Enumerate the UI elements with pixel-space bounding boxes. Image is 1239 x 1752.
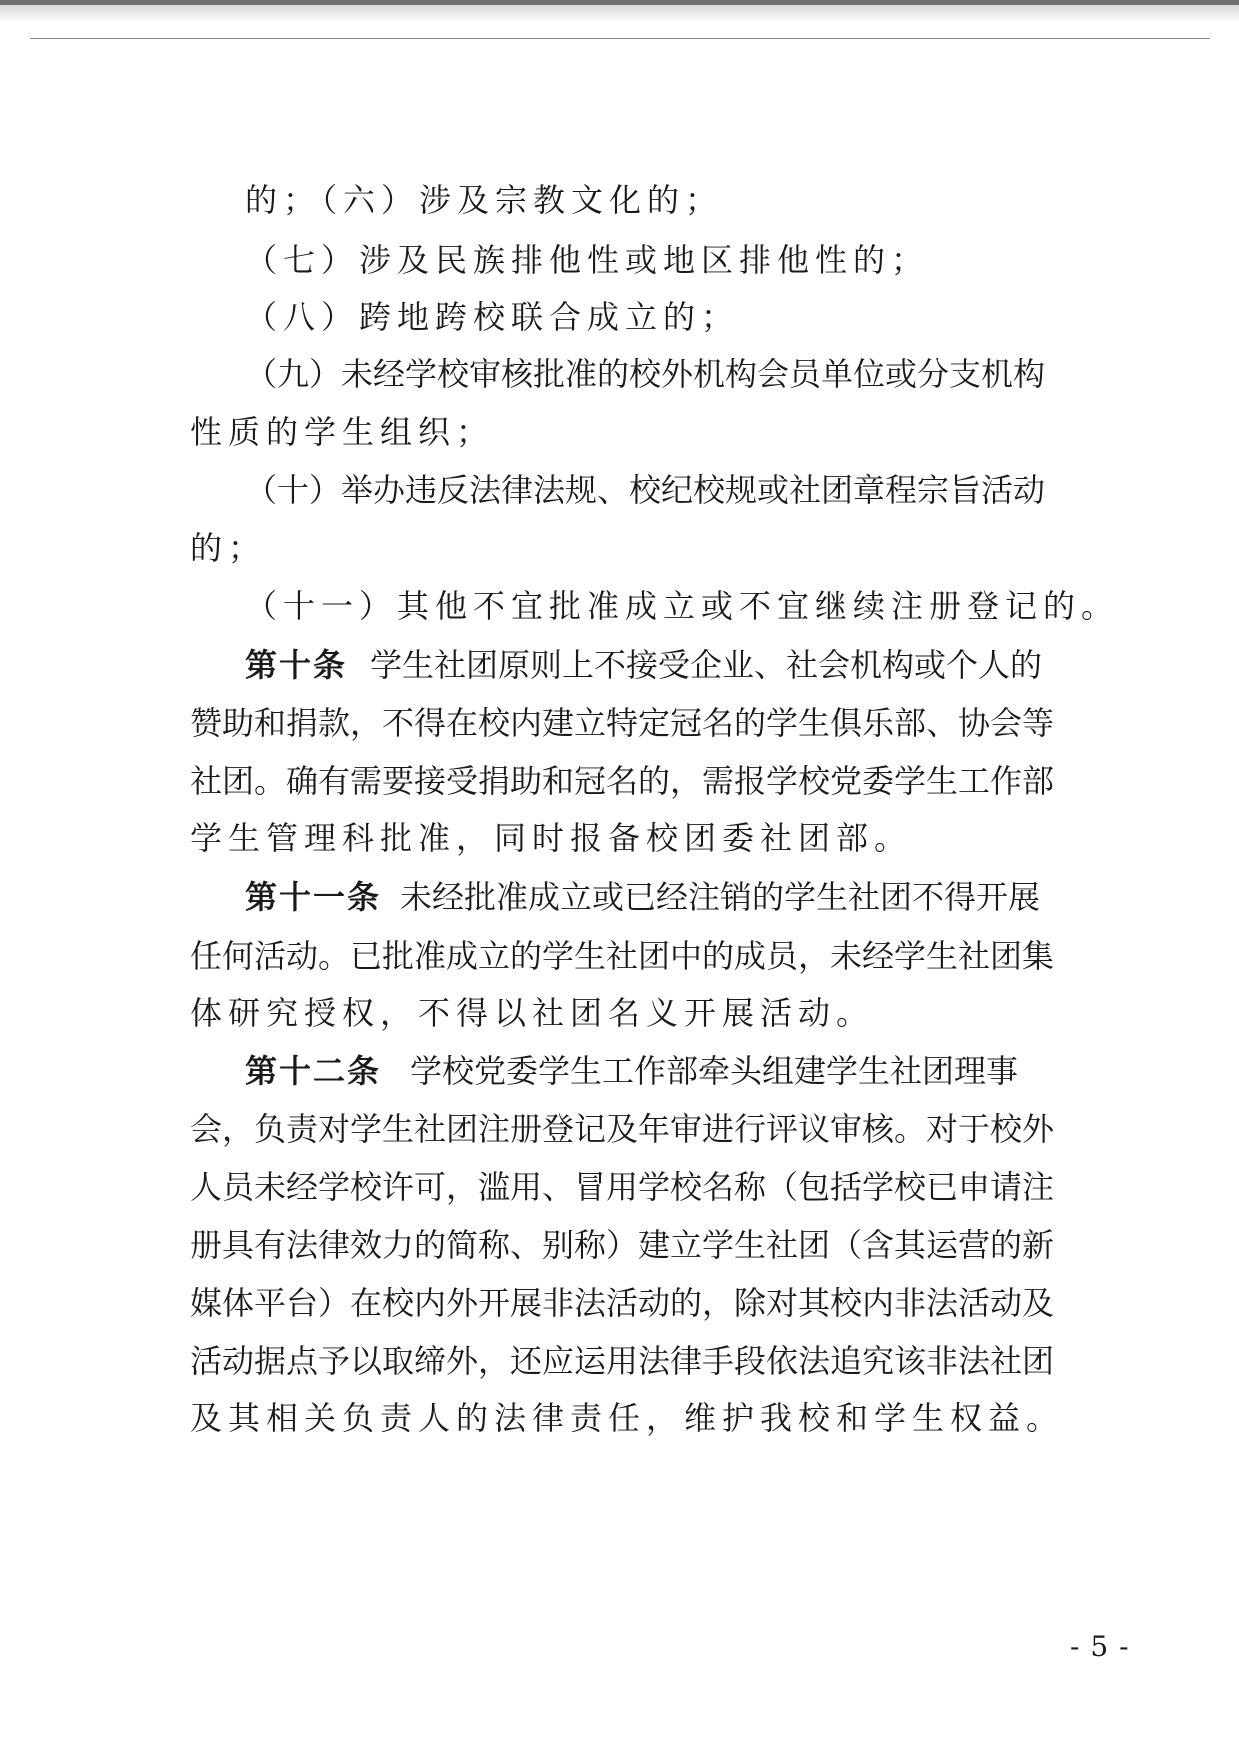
article-heading: 第十二条 — [245, 1052, 382, 1090]
text-line: 赞助和捐款，不得在校内建立特定冠名的学生俱乐部、协会等 — [190, 704, 1055, 742]
text-line: 的；（六）涉及宗教文化的； — [245, 181, 724, 219]
text-line: 及其相关负责人的法律责任，维护我校和学生权益。 — [190, 1399, 1065, 1437]
text-line: 活动据点予以取缔外，还应运用法律手段依法追究该非法社团 — [190, 1342, 1055, 1380]
text-line: （七）涉及民族排他性或地区排他性的； — [245, 241, 930, 279]
text-line: 媒体平台）在校内外开展非法活动的，除对其校内非法活动及 — [190, 1284, 1055, 1322]
text-line: 人员未经学校许可，滥用、冒用学校名称（包括学校已申请注 — [190, 1168, 1055, 1206]
text-line: （九）未经学校审核批准的校外机构会员单位或分支机构 — [245, 355, 1046, 393]
text-line: 社团。确有需要接受捐助和冠名的，需报学校党委学生工作部 — [190, 762, 1055, 800]
text-line: 学生社团原则上不接受企业、社会机构或个人的 — [370, 646, 1043, 684]
text-line: 未经批准成立或已经注销的学生社团不得开展 — [400, 878, 1041, 916]
text-line: 体研究授权，不得以社团名义开展活动。 — [190, 994, 875, 1032]
text-line: 册具有法律效力的简称、别称）建立学生社团（含其运营的新 — [190, 1226, 1055, 1264]
page-number: - 5 - — [1070, 1630, 1130, 1663]
article-heading: 第十条 — [245, 646, 348, 684]
text-line: 任何活动。已批准成立的学生社团中的成员，未经学生社团集 — [190, 937, 1055, 975]
text-line: （十）举办违反法律法规、校纪校规或社团章程宗旨活动 — [245, 471, 1046, 509]
text-line: 会，负责对学生社团注册登记及年审进行评议审核。对于校外 — [190, 1110, 1055, 1148]
text-line: （十一）其他不宜批准成立或不宜继续注册登记的。 — [245, 587, 1120, 625]
article-heading: 第十一条 — [245, 878, 382, 916]
text-line: 学生管理科批准，同时报备校团委社团部。 — [190, 819, 913, 857]
text-line: （八）跨地跨校联合成立的； — [245, 298, 740, 336]
text-line: 的； — [190, 529, 267, 567]
text-line: 性质的学生组织； — [190, 413, 495, 451]
text-line: 学校党委学生工作部牵头组建学生社团理事 — [410, 1052, 1019, 1090]
